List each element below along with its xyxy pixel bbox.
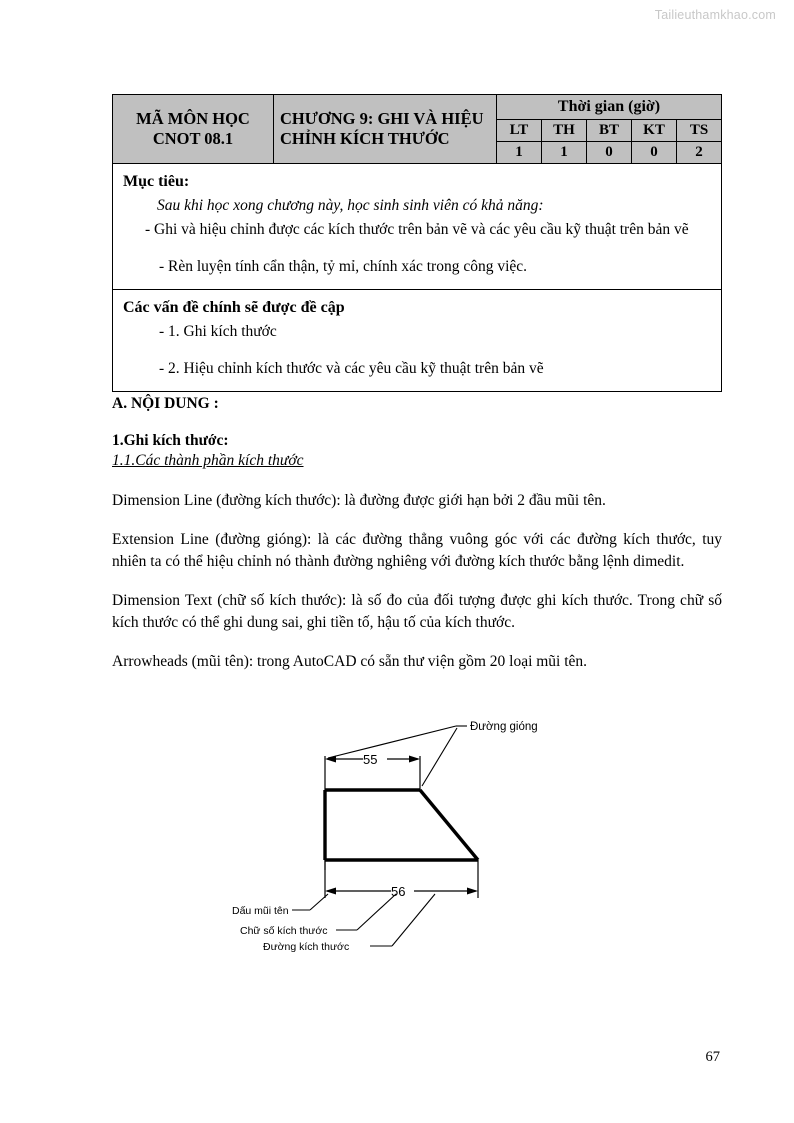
figure-label-arrowhead: Dấu mũi tên — [232, 905, 289, 917]
main-topics-title: Các vấn đề chính sẽ được đề cập — [123, 298, 345, 316]
shape-slant-edge — [420, 790, 478, 860]
arrowhead-bottom-right — [467, 888, 478, 895]
leader-extension-line-a — [328, 726, 456, 758]
objectives-cell — [113, 164, 722, 290]
table-row-objectives — [113, 164, 722, 290]
time-value-ts: 2 — [677, 142, 722, 164]
time-col-th: TH — [542, 120, 587, 142]
paragraph-arrowheads: Arrowheads (mũi tên): trong AutoCAD có sẵn thư viện gồm 20 loại mũi tên. — [112, 653, 588, 670]
main-topics-cell — [113, 289, 722, 391]
dimension-value-top: 55 — [363, 752, 378, 767]
subject-code-cell — [113, 95, 274, 164]
leader-extension-line-b — [422, 728, 457, 786]
objectives-intro: Sau khi học xong chương này, học sinh sinh viên có khả năng: — [157, 197, 544, 215]
arrowhead-top-right — [409, 756, 420, 763]
figure-label-dimension-line: Đường kích thước — [263, 941, 350, 953]
figure-label-extension-line: Đường gióng — [470, 721, 538, 733]
subject-code-value: CNOT 08.1 — [152, 128, 234, 148]
paragraph-dimension-line: Dimension Line (đường kích thước): là đường được giới hạn bởi 2 đầu mũi tên. — [112, 492, 606, 509]
leader-dimension-text — [357, 894, 396, 930]
dimension-figure — [224, 708, 564, 953]
time-value-bt: 0 — [587, 142, 632, 164]
leader-arrowhead — [310, 894, 328, 910]
table-row-main-topics — [113, 289, 722, 391]
heading-1-1: 1.1.Các thành phần kích thước — [112, 452, 304, 469]
time-col-ts: TS — [677, 120, 722, 142]
time-value-th: 1 — [542, 142, 587, 164]
watermark: Tailieuthamkhao.com — [654, 8, 776, 22]
dimension-value-bottom: 56 — [391, 884, 406, 899]
chapter-title-cell: CHƯƠNG 9: GHI VÀ HIỆU CHỈNH KÍCH THƯỚC — [274, 95, 497, 164]
content-body — [112, 395, 722, 673]
time-header-cell: Thời gian (giờ) — [497, 95, 722, 120]
paragraph-dimension-text: Dimension Text (chữ số kích thước): là số đo của đối tượng được ghi kích thước. Trong chữ số kích thước có thể ghi dung sai, ghi tiền tố, hậu tố của kích thước. — [112, 592, 722, 631]
arrowhead-bottom-left — [325, 888, 336, 895]
main-topics-item-2: - 2. Hiệu chỉnh kích thước và các yêu cầu kỹ thuật trên bản vẽ — [159, 360, 544, 378]
main-topics-item-1: - 1. Ghi kích thước — [159, 322, 277, 340]
heading-1: 1.Ghi kích thước: — [112, 432, 229, 449]
time-value-lt: 1 — [497, 142, 542, 164]
leader-dimension-line — [392, 894, 435, 946]
course-header-table — [112, 94, 722, 392]
paragraph-extension-line: Extension Line (đường gióng): là các đường thẳng vuông góc với các đường kích thước, tuy nhiên ta có thể hiệu chỉnh nó thành đường nghiêng với đường kích thước bằng lệnh dimedit. — [112, 531, 722, 570]
section-a-heading: A. NỘI DUNG : — [112, 395, 219, 412]
objectives-item-2: - Rèn luyện tính cẩn thận, tỷ mỉ, chính xác trong công việc. — [159, 258, 528, 276]
objectives-title: Mục tiêu: — [123, 173, 190, 190]
time-col-lt: LT — [497, 120, 542, 142]
page-number: 67 — [705, 1049, 720, 1065]
subject-code-label: MÃ MÔN HỌC — [136, 108, 250, 128]
time-col-bt: BT — [587, 120, 632, 142]
table-row-header — [113, 95, 722, 120]
time-value-kt: 0 — [632, 142, 677, 164]
time-col-kt: KT — [632, 120, 677, 142]
objectives-item-1: - Ghi và hiệu chỉnh được các kích thước trên bản vẽ và các yêu cầu kỹ thuật trên bản vẽ — [145, 220, 689, 238]
figure-label-dimension-text: Chữ số kích thước — [240, 925, 328, 937]
